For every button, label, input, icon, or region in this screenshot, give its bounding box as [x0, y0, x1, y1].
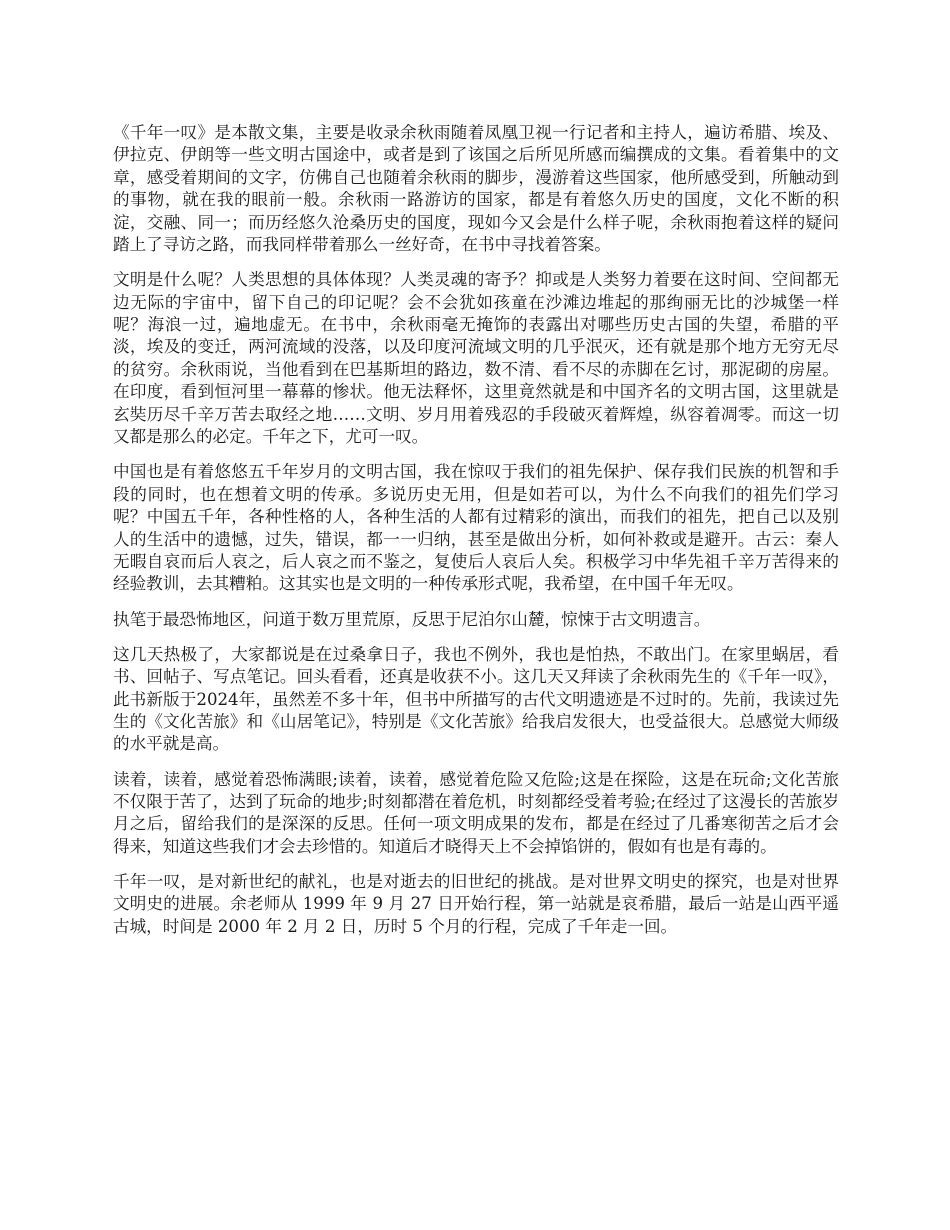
- paragraph-7: 千年一叹，是对新世纪的献礼，也是对逝去的旧世纪的挑战。是对世界文明史的探究，也是对世界文明史的进展。余老师从 1999 年 9 月 27 日开始行程，第一站就是哀希腊，最后一站是山西平遥古城，时间是 2000 年 2 月 2 日，历时 5 个月的行程，完成了千年走一回。: [113, 871, 839, 936]
- paragraph-6: 读着，读着，感觉着恐怖满眼;读着，读着，感觉着危险又危险;这是在探险，这是在玩命;文化苦旅不仅限于苦了，达到了玩命的地步;时刻都潜在着危机，时刻都经受着考验;在经过了这漫长的苦旅岁月之后，留给我们的是深深的反思。任何一项文明成果的发布，都是在经过了几番寒彻苦之后才会得来，知道这些我们才会去珍惜的。知道后才晓得天上不会掉馅饼的，假如有也是有毒的。: [113, 769, 839, 856]
- paragraph-4: 执笔于最恐怖地区，问道于数万里荒原，反思于尼泊尔山麓，惊悚于古文明遗言。: [113, 609, 711, 629]
- paragraph-3: 中国也是有着悠悠五千年岁月的文明古国，我在惊叹于我们的祖先保护、保存我们民族的机智和手段的同时，也在想着文明的传承。多说历史无用，但是如若可以，为什么不向我们的祖先们学习呢？中国五千年，各种性格的人，各种生活的人都有过精彩的演出，而我们的祖先，把自己以及别人的生活中的遗憾，过失，错误，都一一归纳，甚至是做出分析，如何补救或是避开。古云：秦人无暇自哀而后人哀之，后人哀之而不鉴之，复使后人哀后人矣。积极学习中华先祖千辛万苦得来的经验教训，去其糟粕。这其实也是文明的一种传承形式呢，我希望，在中国千年无叹。: [113, 462, 839, 594]
- paragraph-2: 文明是什么呢？人类思想的具体体现？人类灵魂的寄予？抑或是人类努力着要在这时间、空间都无边无际的宇宙中，留下自己的印记呢？会不会犹如孩童在沙滩边堆起的那绚丽无比的沙城堡一样呢？海浪一过，遍地虚无。在书中，余秋雨毫无掩饰的表露出对哪些历史古国的失望，希腊的平淡，埃及的变迁，两河流域的没落，以及印度河流域文明的几乎泯灭，还有就是那个地方无穷无尽的贫穷。余秋雨说，当他看到在巴基斯坦的路边，数不清、看不尽的赤脚在乞讨，那泥砌的房屋。在印度，看到恒河里一幕幕的惨状。他无法释怀，这里竟然就是和中国齐名的文明古国，这里就是玄奘历尽千辛万苦去取经之地……文明、岁月用着残忍的手段破灭着辉煌，纵容着凋零。而这一切又都是那么的必定。千年之下，尤可一叹。: [113, 270, 839, 447]
- document-body: [113, 122, 839, 938]
- paragraph-5: 这几天热极了，大家都说是在过桑拿日子，我也不例外，我也是怕热，不敢出门。在家里蜗居，看书、回帖子、写点笔记。回头看看，还真是收获不小。这几天又拜读了余秋雨先生的《千年一叹》，此书新版于2024年，虽然差不多十年，但书中所描写的古代文明遗迹是不过时的。先前，我读过先生的《文化苦旅》和《山居笔记》，特别是《文化苦旅》给我启发很大，也受益很大。总感觉大师级的水平就是高。: [113, 644, 839, 754]
- paragraph-1: 《千年一叹》是本散文集，主要是收录余秋雨随着凤凰卫视一行记者和主持人，遍访希腊、埃及、伊拉克、伊朗等一些文明古国途中，或者是到了该国之后所见所感而编撰成的文集。看着集中的文章，感受着期间的文字，仿佛自己也随着余秋雨的脚步，漫游着这些国家，他所感受到，所触动到的事物，就在我的眼前一般。余秋雨一路游访的国家，都是有着悠久历史的国度，文化不断的积淀，交融、同一；而历经悠久沧桑历史的国度，现如今又会是什么样子呢，余秋雨抱着这样的疑问踏上了寻访之路，而我同样带着那么一丝好奇，在书中寻找着答案。: [113, 123, 839, 255]
